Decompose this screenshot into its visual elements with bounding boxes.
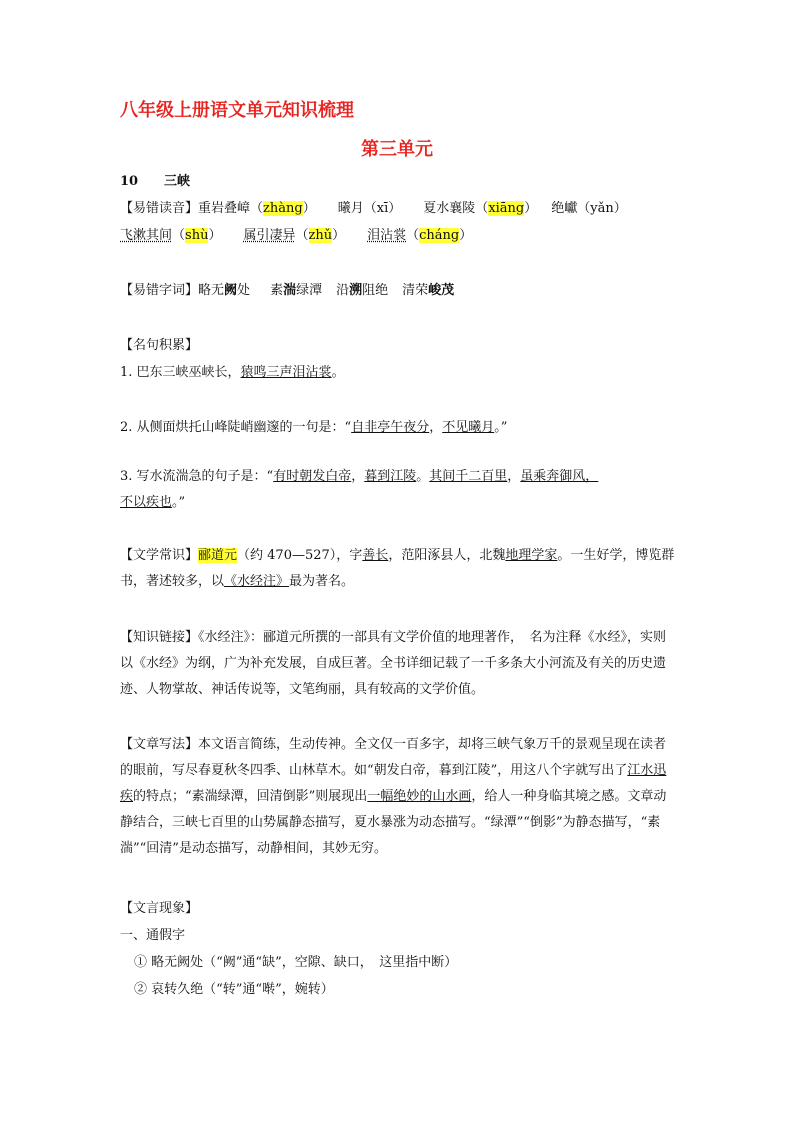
- lesson-title: 三峡: [164, 174, 191, 189]
- char-text: 略无: [198, 283, 225, 298]
- writing-paragraph: [120, 732, 675, 862]
- lesson-number: 10: [120, 174, 139, 189]
- classical-item: ② 哀转久绝（“转”通“啭”，婉转）: [134, 982, 334, 997]
- section-label: 【易错读音】: [120, 201, 199, 216]
- quote-2: [120, 416, 507, 435]
- section-label: 【文言现象】: [120, 901, 199, 916]
- pron-pinyin: zhǔ: [308, 228, 333, 243]
- quote-answer: 不以疾也: [120, 495, 173, 510]
- char-text: 沿: [336, 283, 350, 298]
- pronunciation-row-2: 飞漱其间（shù） 属引凄异（zhǔ） 泪沾裳（cháng）: [120, 228, 473, 243]
- author-title: 地理学家: [505, 548, 558, 563]
- pronunciation-row-1: 【易错读音】重岩叠嶂（zhàng） 曦月（xī） 夏水襄陵（xiāng） 绝巘（yǎn）: [120, 201, 627, 216]
- lesson-heading: [120, 170, 190, 189]
- quote-text: ，: [351, 469, 365, 484]
- pron-word: 重岩叠嶂: [198, 201, 251, 216]
- pron-pinyin: cháng: [419, 228, 460, 243]
- quote-answer: 虽乘奔御风，: [520, 469, 599, 484]
- section-label: 【知识链接】: [120, 630, 199, 645]
- quote-answer: 有时朝发白帝: [273, 469, 352, 484]
- quote-text: 1. 巴东三峡巫峡长，: [120, 365, 241, 380]
- quote-answer: 自非亭午夜分: [351, 420, 430, 435]
- section-label: 【名句积累】: [120, 338, 199, 353]
- char-text: 处: [237, 283, 251, 298]
- author-courtesy-name: 善长: [362, 548, 389, 563]
- section-label: 【易错字词】: [120, 283, 199, 298]
- unit-title: 第三单元: [361, 139, 433, 160]
- document-title: 八年级上册语文单元知识梳理: [120, 100, 354, 121]
- pron-word: 泪沾裳: [367, 228, 407, 243]
- literature-text: 最为著名。: [289, 574, 355, 589]
- pron-word: 属引凄异: [243, 228, 296, 243]
- char-bold: 阙: [224, 283, 238, 298]
- writing-text: 的特点；“素湍绿潭，回清倒影”则展现出: [133, 789, 368, 804]
- classical-item: ① 略无阙处（“阙”通“缺”，空隙、缺口， 这里指中断）: [134, 955, 458, 970]
- quote-text: 。: [416, 469, 430, 484]
- quote-answer: 猿鸣三声泪沾裳: [240, 365, 332, 380]
- quote-text: 2. 从侧面烘托山峰陡峭幽邃的一句是：“: [120, 420, 352, 435]
- char-text: 阻绝: [362, 283, 389, 298]
- quote-answer: 其间千二百里: [429, 469, 508, 484]
- writing-highlight: 江水迅疾: [120, 763, 667, 804]
- writing-text: ，给人一种身临其境之感。文章动静结合，三峡七百里的山势属静态描写，夏水暴涨为动态描写。“绿潭”“倒影”为静态描写，“素湍”“回清”是动态描写，动静相间，其妙无穷。: [120, 789, 667, 856]
- pron-pinyin: shù: [185, 228, 209, 243]
- quote-text: ，: [429, 420, 443, 435]
- pron-word: 飞漱其间: [120, 228, 173, 243]
- quote-text: 。”: [494, 420, 508, 435]
- char-bold: 峻茂: [428, 283, 455, 298]
- literature-text: ，范阳涿县人，北魏: [388, 548, 506, 563]
- quote-text: 。: [331, 365, 345, 380]
- pron-word: 绝巘: [551, 201, 578, 216]
- book-title: 《水经注》: [224, 574, 290, 589]
- literature-text: 。一生好学，博览群书，著述较多，以: [120, 548, 675, 589]
- quote-1: [120, 361, 345, 380]
- quote-text: 。”: [172, 495, 186, 510]
- literature-text: （约 470—527），字: [237, 548, 363, 563]
- literature-paragraph: [120, 543, 675, 595]
- quote-text: ，: [507, 469, 521, 484]
- pron-word: 曦月: [337, 201, 364, 216]
- section-label: 【文学常识】: [120, 548, 199, 563]
- char-bold: 溯: [349, 283, 363, 298]
- writing-text: 本文语言简练，生动传神。全文仅一百多字，却将三峡气象万千的景观呈现在读者的眼前，写尽春夏秋冬四季、山林草木。如“朝发白帝，暮到江陵”，用这八个字就写出了: [120, 737, 667, 778]
- char-text: 素: [270, 283, 284, 298]
- pron-word: 夏水襄陵: [423, 201, 476, 216]
- pron-pinyin: yǎn: [590, 201, 614, 216]
- pron-pinyin: zhàng: [263, 201, 303, 216]
- pron-pinyin: xī: [376, 201, 389, 216]
- quote-answer: 暮到江陵: [364, 469, 417, 484]
- char-text: 清荣: [402, 283, 429, 298]
- knowledge-link-text: 《水经注》：郦道元所撰的一部具有文学价值的地理著作， 名为注释《水经》，实则以《水经》为纲，广为补充发展，自成巨著。全书详细记载了一千多条大小河流及有关的历史遗迹、人物掌故、神话传说等，文笔绚丽，具有较高的文学价值。: [120, 630, 667, 697]
- writing-highlight: 一幅绝妙的山水画: [367, 789, 472, 804]
- section-label: 【文章写法】: [120, 737, 199, 752]
- characters-row: [120, 279, 454, 298]
- quote-answer: 不见曦月: [442, 420, 495, 435]
- char-text: 绿潭: [296, 283, 323, 298]
- quote-3: [120, 464, 675, 516]
- knowledge-link-paragraph: [120, 625, 675, 703]
- quote-text: 3. 写水流湍急的句子是：“: [120, 469, 274, 484]
- char-bold: 湍: [283, 283, 297, 298]
- classical-section-title: 一、通假字: [120, 928, 186, 943]
- pron-pinyin: xiāng: [488, 201, 525, 216]
- author-name: 郦道元: [198, 548, 238, 563]
